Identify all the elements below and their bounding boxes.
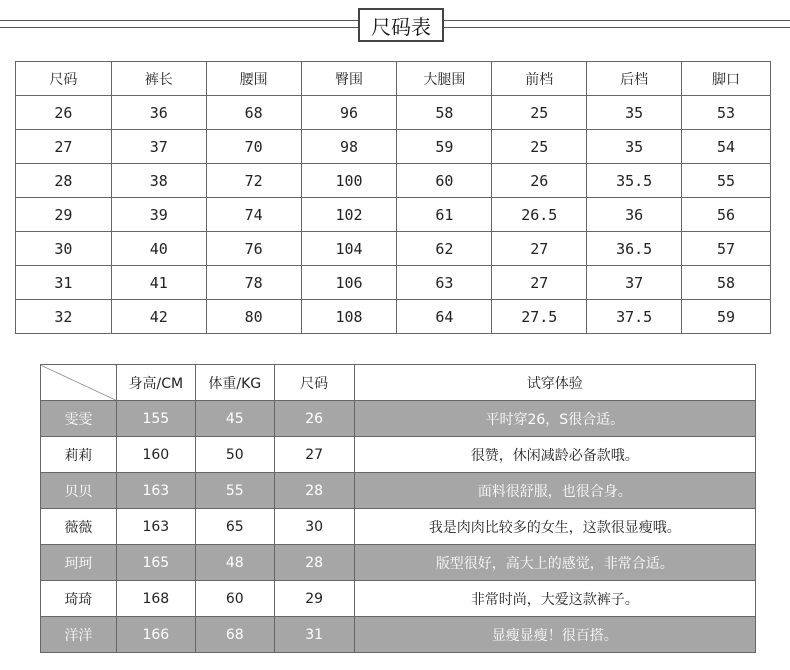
size-value-cell: 108 xyxy=(301,300,397,334)
size-value-cell: 37 xyxy=(111,130,206,164)
size-value-cell: 70 xyxy=(206,130,301,164)
size-value-cell: 56 xyxy=(682,198,771,232)
size-label-cell: 28 xyxy=(16,164,112,198)
size-row xyxy=(16,232,771,266)
review-cell: 非常时尚，大爱这款裤子。 xyxy=(354,581,755,617)
size-value-cell: 100 xyxy=(301,164,397,198)
size-value-cell: 27.5 xyxy=(492,300,587,334)
height-cell: 163 xyxy=(116,473,195,509)
height-cell: 155 xyxy=(116,401,195,437)
size-row xyxy=(16,198,771,232)
size-header-cell: 后档 xyxy=(587,62,682,96)
size-header-cell: 腰围 xyxy=(206,62,301,96)
size-row xyxy=(16,96,771,130)
fit-header-cell: 试穿体验 xyxy=(354,365,755,401)
size-value-cell: 40 xyxy=(111,232,206,266)
page-title: 尺码表 xyxy=(358,8,444,42)
size-value-cell: 72 xyxy=(206,164,301,198)
fit-row xyxy=(41,473,756,509)
size-value-cell: 104 xyxy=(301,232,397,266)
fit-header-cell: 尺码 xyxy=(274,365,354,401)
size-value-cell: 37.5 xyxy=(587,300,682,334)
review-cell: 我是肉肉比较多的女生，这款很显瘦哦。 xyxy=(354,509,755,545)
size-label-cell: 27 xyxy=(16,130,112,164)
fit-header-row xyxy=(41,365,756,401)
size-value-cell: 59 xyxy=(397,130,492,164)
size-value-cell: 102 xyxy=(301,198,397,232)
fit-header-cell: 身高/CM xyxy=(116,365,195,401)
size-cell: 27 xyxy=(274,437,354,473)
size-value-cell: 54 xyxy=(682,130,771,164)
fit-row xyxy=(41,509,756,545)
size-cell: 31 xyxy=(274,617,354,653)
size-value-cell: 60 xyxy=(397,164,492,198)
size-value-cell: 53 xyxy=(682,96,771,130)
size-cell: 28 xyxy=(274,473,354,509)
size-value-cell: 76 xyxy=(206,232,301,266)
size-label-cell: 26 xyxy=(16,96,112,130)
size-value-cell: 35 xyxy=(587,130,682,164)
size-value-cell: 39 xyxy=(111,198,206,232)
size-value-cell: 106 xyxy=(301,266,397,300)
size-value-cell: 27 xyxy=(492,232,587,266)
weight-cell: 45 xyxy=(195,401,274,437)
size-value-cell: 26.5 xyxy=(492,198,587,232)
height-cell: 166 xyxy=(116,617,195,653)
size-value-cell: 58 xyxy=(682,266,771,300)
size-chart-table xyxy=(15,61,771,334)
size-value-cell: 58 xyxy=(397,96,492,130)
fit-row xyxy=(41,581,756,617)
size-value-cell: 42 xyxy=(111,300,206,334)
review-cell: 版型很好，高大上的感觉，非常合适。 xyxy=(354,545,755,581)
weight-cell: 65 xyxy=(195,509,274,545)
size-value-cell: 68 xyxy=(206,96,301,130)
fit-row xyxy=(41,401,756,437)
size-header-row xyxy=(16,62,771,96)
review-cell: 很赞，休闲减龄必备款哦。 xyxy=(354,437,755,473)
size-value-cell: 25 xyxy=(492,96,587,130)
fit-row xyxy=(41,545,756,581)
size-header-cell: 大腿围 xyxy=(397,62,492,96)
weight-cell: 48 xyxy=(195,545,274,581)
size-row xyxy=(16,164,771,198)
weight-cell: 60 xyxy=(195,581,274,617)
tester-name-cell: 珂珂 xyxy=(41,545,117,581)
size-header-cell: 臀围 xyxy=(301,62,397,96)
size-value-cell: 36 xyxy=(587,198,682,232)
fit-row xyxy=(41,617,756,653)
size-label-cell: 32 xyxy=(16,300,112,334)
size-label-cell: 30 xyxy=(16,232,112,266)
size-value-cell: 59 xyxy=(682,300,771,334)
height-cell: 160 xyxy=(116,437,195,473)
size-header-cell: 脚口 xyxy=(682,62,771,96)
size-value-cell: 37 xyxy=(587,266,682,300)
size-row xyxy=(16,266,771,300)
tester-name-cell: 洋洋 xyxy=(41,617,117,653)
size-cell: 30 xyxy=(274,509,354,545)
size-value-cell: 62 xyxy=(397,232,492,266)
try-on-table xyxy=(40,364,756,653)
size-row xyxy=(16,130,771,164)
size-value-cell: 57 xyxy=(682,232,771,266)
size-value-cell: 36 xyxy=(111,96,206,130)
size-cell: 26 xyxy=(274,401,354,437)
size-label-cell: 29 xyxy=(16,198,112,232)
fit-row xyxy=(41,437,756,473)
size-value-cell: 38 xyxy=(111,164,206,198)
tester-name-cell: 贝贝 xyxy=(41,473,117,509)
size-value-cell: 96 xyxy=(301,96,397,130)
size-header-cell: 尺码 xyxy=(16,62,112,96)
tester-name-cell: 雯雯 xyxy=(41,401,117,437)
size-value-cell: 25 xyxy=(492,130,587,164)
size-value-cell: 26 xyxy=(492,164,587,198)
size-header-cell: 前档 xyxy=(492,62,587,96)
size-value-cell: 61 xyxy=(397,198,492,232)
review-cell: 面料很舒服，也很合身。 xyxy=(354,473,755,509)
size-row xyxy=(16,300,771,334)
fit-header-cell: 体重/KG xyxy=(195,365,274,401)
size-cell: 28 xyxy=(274,545,354,581)
size-label-cell: 31 xyxy=(16,266,112,300)
height-cell: 163 xyxy=(116,509,195,545)
tester-name-cell: 莉莉 xyxy=(41,437,117,473)
size-value-cell: 55 xyxy=(682,164,771,198)
weight-cell: 55 xyxy=(195,473,274,509)
size-value-cell: 78 xyxy=(206,266,301,300)
weight-cell: 50 xyxy=(195,437,274,473)
size-value-cell: 35 xyxy=(587,96,682,130)
size-value-cell: 64 xyxy=(397,300,492,334)
size-value-cell: 80 xyxy=(206,300,301,334)
height-cell: 168 xyxy=(116,581,195,617)
tester-name-cell: 薇薇 xyxy=(41,509,117,545)
height-cell: 165 xyxy=(116,545,195,581)
fit-header-diagonal-cell xyxy=(41,365,117,401)
tester-name-cell: 琦琦 xyxy=(41,581,117,617)
size-cell: 29 xyxy=(274,581,354,617)
size-value-cell: 63 xyxy=(397,266,492,300)
size-value-cell: 74 xyxy=(206,198,301,232)
review-cell: 平时穿26，S很合适。 xyxy=(354,401,755,437)
size-value-cell: 98 xyxy=(301,130,397,164)
size-value-cell: 35.5 xyxy=(587,164,682,198)
size-value-cell: 36.5 xyxy=(587,232,682,266)
size-value-cell: 41 xyxy=(111,266,206,300)
review-cell: 显瘦显瘦！很百搭。 xyxy=(354,617,755,653)
weight-cell: 68 xyxy=(195,617,274,653)
size-header-cell: 裤长 xyxy=(111,62,206,96)
size-value-cell: 27 xyxy=(492,266,587,300)
